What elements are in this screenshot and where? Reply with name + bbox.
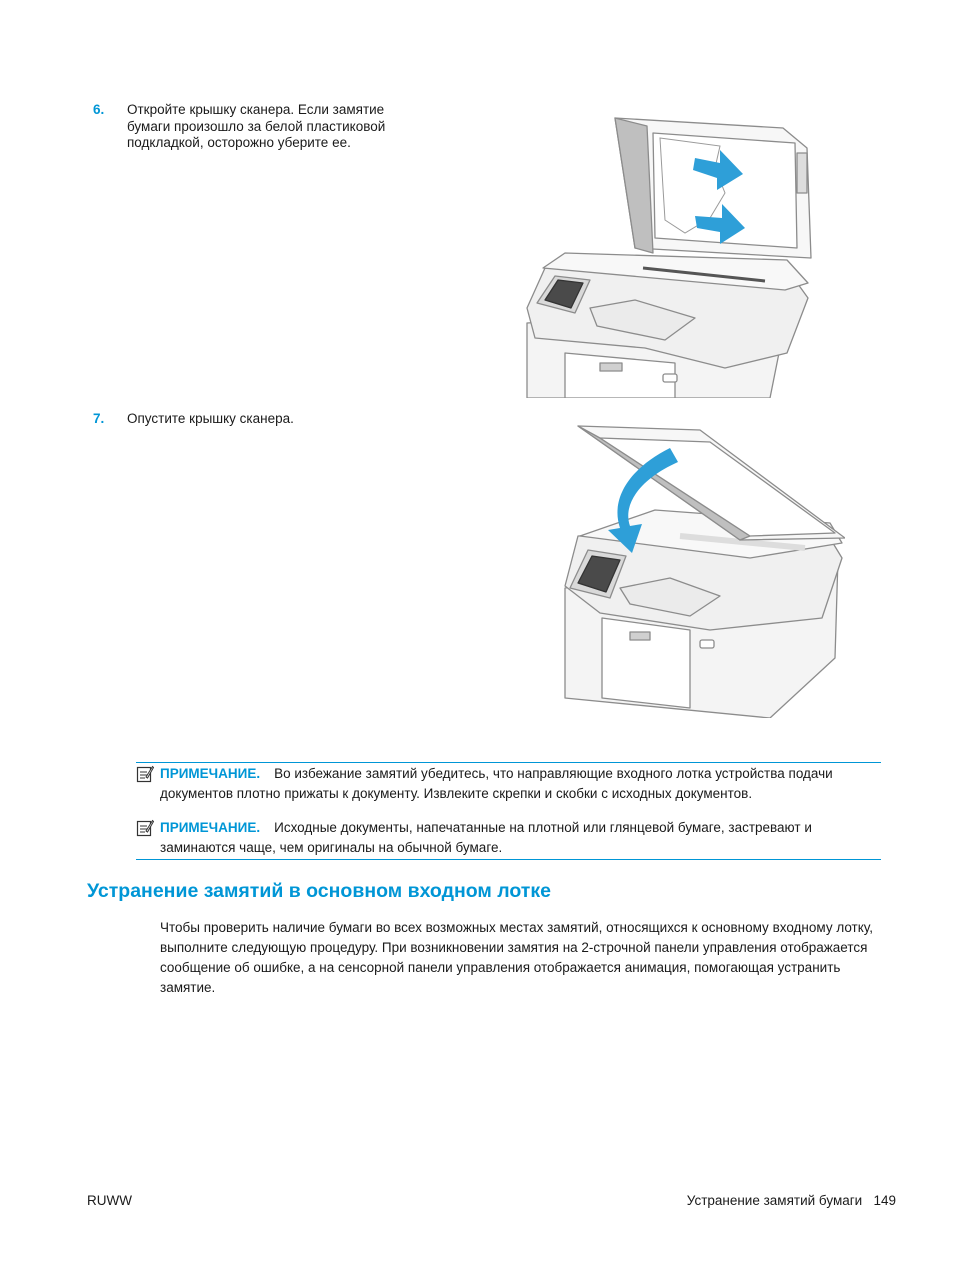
note-text: Исходные документы, напечатанные на плотной или глянцевой бумаге, застревают и заминаются чаще, чем оригиналы на обычной бумаге. (160, 820, 812, 855)
footer-right (687, 1192, 896, 1210)
note-icon (136, 765, 154, 783)
section-title: Устранение замятий в основном входном лотке (87, 880, 551, 902)
note-divider (136, 859, 881, 860)
printer-close-lid-illustration (560, 418, 845, 718)
footer-chapter: Устранение замятий бумаги (686, 1193, 863, 1208)
note-icon (136, 819, 154, 837)
footer-left: RUWW (87, 1193, 132, 1208)
note-divider (136, 762, 881, 763)
note-label: ПРИМЕЧАНИЕ. (160, 820, 261, 835)
printer-open-lid-illustration (525, 108, 815, 398)
step-number: 7. (93, 411, 105, 426)
section-paragraph: Чтобы проверить наличие бумаги во всех возможных местах замятий, относящихся к основному входному лотку, выполните следующую процедуру. При возникновении замятия на 2-строчной панели управления отображается сообщение об ошибке, а на сенсорной панели управления отображается анимация, помогающая устранить замятие. (160, 920, 873, 995)
page-number: 149 (873, 1193, 896, 1208)
step-text: Откройте крышку сканера. Если замятие бумаги произошло за белой пластиковой подкладкой, осторожно уберите ее. (127, 102, 386, 150)
step-number: 6. (93, 102, 105, 117)
step-text: Опустите крышку сканера. (127, 411, 294, 426)
note-text: Во избежание замятий убедитесь, что направляющие входного лотка устройства подачи документов плотно прижаты к документу. Извлеките скрепки и скобки с исходных документов. (160, 766, 833, 801)
note-label: ПРИМЕЧАНИЕ. (160, 766, 261, 781)
